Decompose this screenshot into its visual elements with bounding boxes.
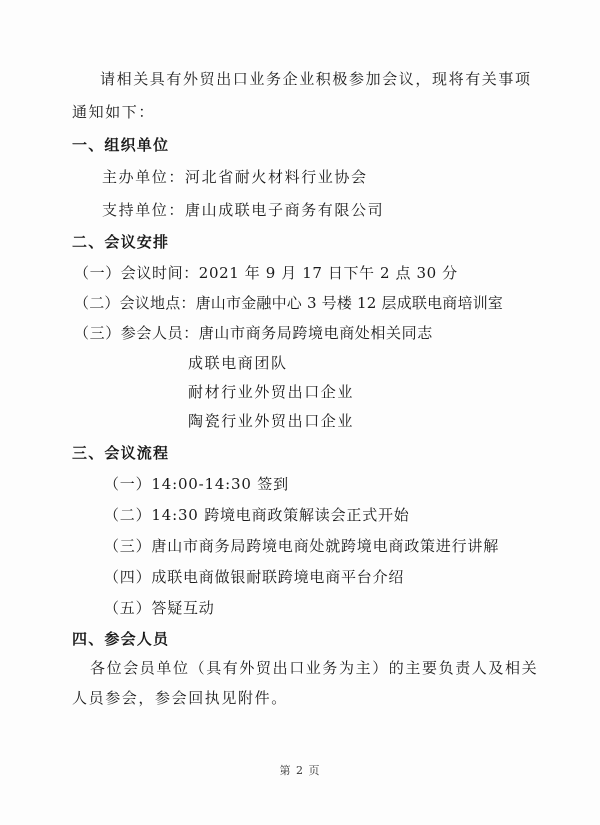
intro-line-1: 请相关具有外贸出口业务企业积极参加会议，现将有关事项: [100, 70, 532, 88]
attendee-item: 陶瓷行业外贸出口企业: [188, 412, 355, 430]
agenda-step: （三）唐山市商务局跨境电商处就跨境电商政策进行讲解: [104, 537, 500, 555]
host-organization: 主办单位：河北省耐火材料行业协会: [102, 168, 368, 186]
section-1-title: 一、组织单位: [72, 136, 170, 154]
meeting-time: （一）会议时间：2021 年 9 月 17 日下午 2 点 30 分: [74, 264, 458, 282]
support-organization: 支持单位：唐山成联电子商务有限公司: [102, 201, 385, 219]
agenda-step: （一）14:00-14:30 签到: [104, 475, 289, 493]
page-number: 第 2 页: [279, 764, 321, 777]
attendee-item: 成联电商团队: [188, 354, 288, 372]
section-4-body-line-1: 各位会员单位（具有外贸出口业务为主）的主要负责人及相关: [90, 659, 539, 677]
section-4-title: 四、参会人员: [72, 630, 170, 648]
section-3-title: 三、会议流程: [72, 444, 170, 462]
meeting-location: （二）会议地点：唐山市金融中心 3 号楼 12 层成联电商培训室: [74, 294, 504, 312]
attendee-item: 耐材行业外贸出口企业: [188, 383, 355, 401]
agenda-step: （四）成联电商做银耐联跨境电商平台介绍: [104, 568, 405, 586]
meeting-attendees: （三）参会人员：唐山市商务局跨境电商处相关同志: [74, 324, 433, 342]
section-2-title: 二、会议安排: [72, 233, 170, 251]
agenda-step: （二）14:30 跨境电商政策解读会正式开始: [104, 506, 410, 524]
section-4-body-line-2: 人员参会，参会回执见附件。: [72, 689, 288, 707]
intro-line-2: 通知如下：: [72, 103, 156, 121]
agenda-step: （五）答疑互动: [104, 599, 215, 617]
